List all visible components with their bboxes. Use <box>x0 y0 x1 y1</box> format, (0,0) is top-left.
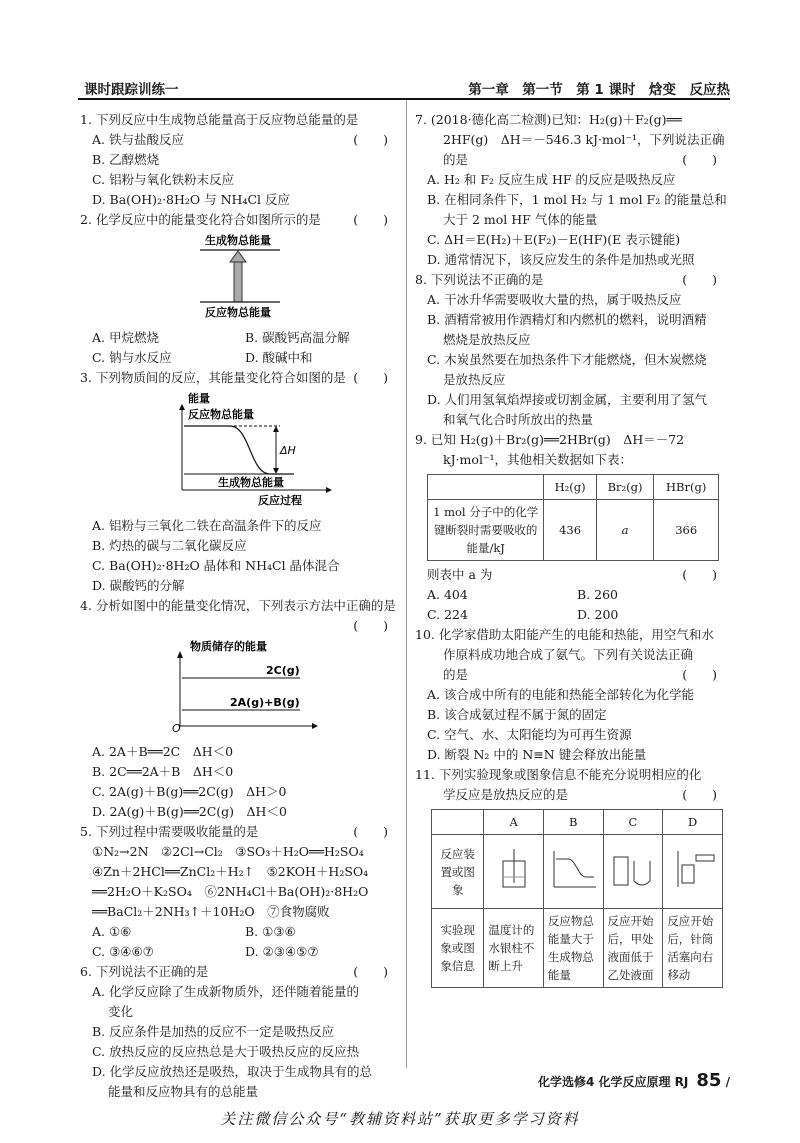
svg-text:ΔH: ΔH <box>280 444 296 457</box>
q11-experiment-table: A B C D 反应装置或图象 实验现象或图象信息 温度计的水银柱不断上升 反应物总能量大于生成物总能量 反应开始后，甲处液面低于乙处液面 反应开始后，针筒活塞向右移动 <box>431 809 723 988</box>
svg-text:反应过程: 反应过程 <box>258 494 302 507</box>
apparatus-c-figure <box>603 835 663 909</box>
left-column <box>80 110 398 1102</box>
column-divider <box>406 100 407 1068</box>
q9-bond-energy-table: H₂(g) Br₂(g) HBr(g) 1 mol 分子中的化学键断裂时需要吸收的能量/kJ 436 a 366 <box>427 474 719 561</box>
question-10: 10. 化学家借助太阳能产生的电能和热能，用空气和水 作原料成功地合成了氨气。下列有关说法正确 的是 ( ) A. 该合成中所有的电能和热能全部转化为化学能 B. 该合成氨过程不属于氮的固定 C. 空气、水、太阳能均为可再生资源 D. 断裂 N₂ 中的 N≡N 键会释放出能量 <box>415 627 717 762</box>
footer: 化学选修4 化学反应原理 RJ 85 / <box>537 1070 730 1091</box>
question-2: 2. 化学反应中的能量变化符合如图所示的是 ( ) 生成物总能量 反应物总能量 A. 甲烷燃烧 B. 碳酸钙高温分解 C. 钠与水反应 D. 酸碱中和 <box>80 210 398 368</box>
right-column <box>415 110 727 988</box>
svg-text:物质储存的能量: 物质储存的能量 <box>190 640 267 653</box>
header-rule <box>78 98 730 100</box>
svg-text:生成物总能量: 生成物总能量 <box>218 476 284 489</box>
svg-text:能量: 能量 <box>188 392 210 405</box>
question-1: 1. 下列反应中生成物总能量高于反应物总能量的是 ( ) A. 铁与盐酸反应 B. 乙醇燃烧 C. 铝粉与氧化铁粉末反应 D. Ba(OH)₂·8H₂O 与 NH₄Cl 反应 <box>80 110 398 210</box>
q3-energy-figure <box>80 390 398 508</box>
question-3: 3. 下列物质间的反应，其能量变化符合如图的是 ( ) 能量 反应物总能量 ΔH 生成物总能量 反应过程 A. 铝粉与三氧化二铁在高温条件下的反应 B. 灼热的碳与二氧化碳反应 C. Ba(OH)₂·8H₂O 晶体和 NH₄Cl 晶体混合 D. 碳酸钙的分解 <box>80 368 398 596</box>
question-11: 11. 下列实验现象或图象信息不能充分说明相应的化 学反应是放热反应的是 ( ) A B C D 反应装置或图象 实验现象或图象信息 温度计的水银柱不断上升 反应物总能量大于生成物总能量 反应开始后，甲处液面低于乙处液面 反应开始后，针筒活塞向右移动 <box>415 765 727 988</box>
question-4: 4. 分析如图中的能量变化情况，下列表示方法中正确的是 ( ) 物质储存的能量 2C(g) 2A(g)+B(g) O A. 2A＋B══2C ΔH＜0 B. 2C══2A＋B ΔH＜0 C. 2A(g)＋B(g)══2C(g) ΔH＞0 D. 2A(g)＋B(g)══2C(g) ΔH＜0 <box>80 596 398 822</box>
header-left: 课时跟踪训练一 <box>84 82 179 98</box>
question-7: 7. (2018·德化高二检测)已知：H₂(g)＋F₂(g)══ 2HF(g) ΔH＝－546.3 kJ·mol⁻¹，下列说法正确 的是 ( ) A. H₂ 和 F₂ 反应生成 HF 的反应是吸热反应 B. 在相同条件下，1 mol H₂ 与 1 mol F₂ 的能量总和 大于 2 mol HF 气体的能量 C. ΔH＝E(H₂)＋E(F₂)－E(HF)(E 表示键能) D. 通常情况下，该反应发生的条件是加热或光照 <box>415 112 727 267</box>
page-number: 85 <box>696 1070 722 1091</box>
q2-energy-figure <box>80 232 398 320</box>
header-right: 第一章 第一节 第 1 课时 焓变 反应热 <box>468 82 730 98</box>
svg-text:2A(g)+B(g): 2A(g)+B(g) <box>230 696 300 709</box>
energy-graph-b-figure <box>543 835 603 909</box>
svg-text:反应物总能量: 反应物总能量 <box>188 408 254 421</box>
question-9: 9. 已知 H₂(g)＋Br₂(g)══2HBr(g) ΔH＝－72 kJ·mol⁻¹，其他相关数据如下表： H₂(g) Br₂(g) HBr(g) 1 mol 分子中的化学键断裂时需要吸收的能量/kJ 436 a 366 则表中 a 为 ( ) A. 404 B. 260 C. 224 D. 200 <box>415 432 717 622</box>
svg-text:生成物总能量: 生成物总能量 <box>205 234 271 247</box>
question-5: 5. 下列过程中需要吸收能量的是 ( ) ①N₂→2N ②2Cl→Cl₂ ③SO₃＋H₂O══H₂SO₄ ④Zn＋2HCl══ZnCl₂＋H₂↑ ⑤2KOH＋H₂SO₄ ══2H₂O＋K₂SO₄ ⑥2NH₄Cl＋Ba(OH)₂·8H₂O ══BaCl₂＋2NH₃↑＋10H₂O ⑦食物腐败 A. ①⑥ B. ①③⑥ C. ③④⑥⑦ D. ②③④⑤⑦ <box>80 824 388 959</box>
option: A. 铁与盐酸反应 <box>92 132 184 147</box>
option: D. Ba(OH)₂·8H₂O 与 NH₄Cl 反应 <box>92 192 290 207</box>
question-6: 6. 下列说法不正确的是 ( ) A. 化学反应除了生成新物质外，还伴随着能量的 变化 B. 反应条件是加热的反应不一定是吸热反应 C. 放热反应的反应热总是大于吸热反应的反应热 D. 化学反应放热还是吸热，取决于生成物具有的总 能量和反应物具有的总能量 <box>80 964 388 1099</box>
option: B. 乙醇燃烧 <box>92 152 160 167</box>
svg-text:O: O <box>172 722 181 734</box>
q4-energy-figure <box>80 638 398 734</box>
apparatus-a-figure <box>484 835 543 909</box>
wechat-notice: 关注微信公众号“教辅资料站”获取更多学习资料 <box>220 1110 580 1128</box>
apparatus-d-figure <box>663 835 723 909</box>
question-8: 8. 下列说法不正确的是 ( ) A. 干冰升华需要吸收大量的热，属于吸热反应 B. 酒精常被用作酒精灯和内燃机的燃料，说明酒精 燃烧是放热反应 C. 木炭虽然要在加热条件下才能燃烧，但木炭燃烧 是放热反应 D. 人们用氢氧焰焊接或切割金属，主要利用了氢气 和氧气化合时所放出的热量 <box>415 272 717 427</box>
svg-text:反应物总能量: 反应物总能量 <box>205 306 271 319</box>
option: C. 铝粉与氧化铁粉末反应 <box>92 172 235 187</box>
svg-text:2C(g): 2C(g) <box>266 664 300 677</box>
